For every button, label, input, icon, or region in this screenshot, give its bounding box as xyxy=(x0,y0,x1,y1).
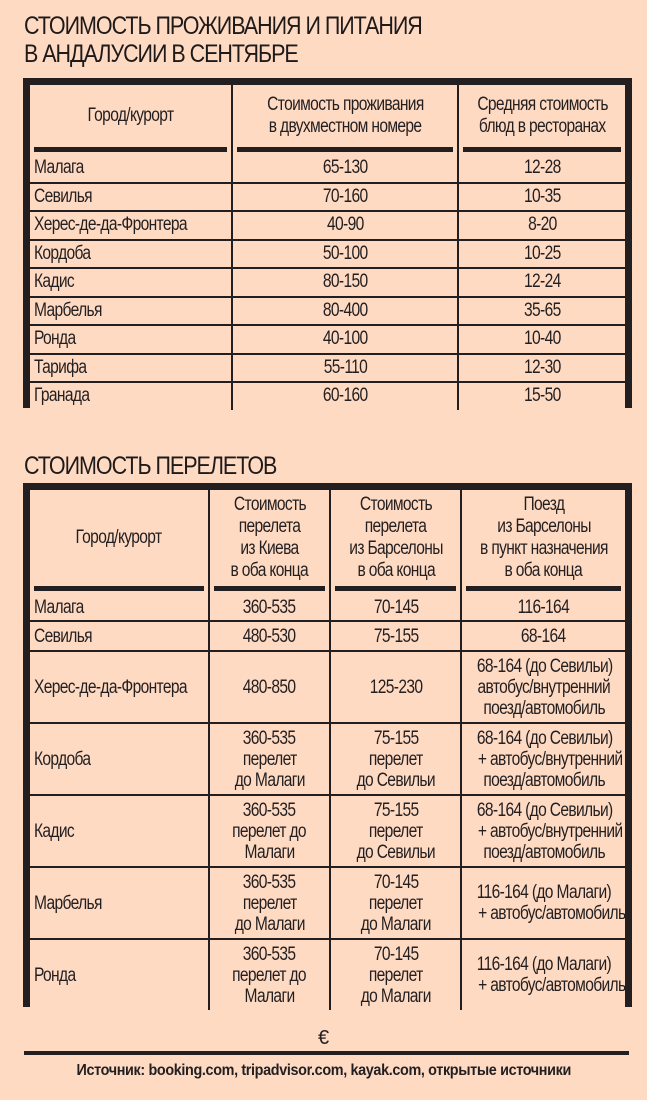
cell-line xyxy=(210,728,330,749)
header-underline xyxy=(214,586,326,591)
kiev-flight-cell xyxy=(209,939,331,1010)
cell-text: 8-20 xyxy=(527,214,557,236)
cell-text: до Малаги xyxy=(360,913,431,935)
cell-text: Поезд xyxy=(523,494,565,515)
cell-line xyxy=(210,965,330,986)
table-row xyxy=(30,594,625,621)
column-header xyxy=(330,490,461,594)
cell-text: Стоимость xyxy=(233,494,306,515)
cell-text: в двухместном номере xyxy=(268,116,422,137)
cell-text: Кадис xyxy=(34,820,75,842)
flights-table-header xyxy=(30,490,625,594)
column-header xyxy=(209,490,331,594)
cell-text: из Барселоны xyxy=(349,538,443,559)
meals-cell xyxy=(458,297,625,326)
cell-line xyxy=(331,965,460,986)
cell-text: Кадис xyxy=(34,271,75,293)
city-cell xyxy=(30,325,232,354)
cell-text: Малаги xyxy=(244,985,295,1007)
cell-text: перелет xyxy=(369,820,423,842)
cell-line xyxy=(462,597,625,618)
cell-line xyxy=(462,728,625,749)
cell-line xyxy=(210,538,330,560)
city-cell xyxy=(30,723,209,795)
accommodation-table xyxy=(30,85,625,410)
cell-line xyxy=(462,800,625,821)
cell-text: 116-164 (до Малаги) xyxy=(477,882,612,903)
kiev-flight-cell xyxy=(209,594,331,621)
cell-line xyxy=(210,872,330,893)
cell-text: поезд/автомобиль xyxy=(482,769,605,791)
accommodation-cell xyxy=(232,240,458,269)
cell-line xyxy=(462,560,625,582)
cell-text: 480-530 xyxy=(243,625,296,647)
cell-text: 10-40 xyxy=(523,328,561,350)
cell-line xyxy=(210,986,330,1007)
cell-text: перелет xyxy=(369,964,423,986)
accommodation-cell xyxy=(232,155,458,183)
cell-text: поезд/автомобиль xyxy=(482,697,605,719)
city-cell xyxy=(30,268,232,297)
table-row xyxy=(30,621,625,651)
table-row xyxy=(30,240,625,269)
cell-text: 15-50 xyxy=(523,385,561,407)
table-row xyxy=(30,723,625,795)
cell-line xyxy=(331,986,460,1007)
cell-line xyxy=(210,914,330,935)
cell-text: 75-155 xyxy=(373,625,419,647)
table-row xyxy=(30,939,625,1010)
accommodation-cell xyxy=(232,382,458,410)
kiev-flight-cell xyxy=(209,621,331,651)
column-header xyxy=(30,490,209,594)
cell-line xyxy=(462,882,625,903)
accommodation-cell xyxy=(232,183,458,212)
cell-line xyxy=(210,494,330,516)
column-header xyxy=(461,490,625,594)
cell-text: 35-65 xyxy=(523,299,561,321)
train-cell xyxy=(461,723,625,795)
cell-line xyxy=(331,626,460,647)
cell-text: Севилья xyxy=(34,185,92,207)
cell-line xyxy=(331,677,460,698)
table-row xyxy=(30,867,625,939)
barcelona-flight-cell xyxy=(330,723,461,795)
train-cell xyxy=(461,867,625,939)
cell-line xyxy=(331,914,460,935)
cell-text: поезд/автомобиль xyxy=(482,841,605,863)
city-cell xyxy=(30,594,209,621)
cell-text: Город/курорт xyxy=(87,105,174,126)
header-text-wrap xyxy=(30,85,231,147)
cell-line xyxy=(331,560,460,582)
cell-line xyxy=(210,821,330,842)
meals-cell xyxy=(458,240,625,269)
cell-text: Гранада xyxy=(34,385,90,407)
cell-line xyxy=(210,749,330,770)
cell-text: 10-25 xyxy=(523,242,561,264)
column-header xyxy=(458,85,625,155)
cell-text: Херес-де-да-Фронтера xyxy=(34,676,187,698)
barcelona-flight-cell xyxy=(330,939,461,1010)
cell-text: Кордоба xyxy=(34,748,91,770)
cell-line xyxy=(462,954,625,975)
cell-line xyxy=(210,770,330,791)
kiev-flight-cell xyxy=(209,867,331,939)
cell-line xyxy=(462,842,625,863)
kiev-flight-cell xyxy=(209,651,331,723)
cell-text: блюд в ресторанах xyxy=(478,116,606,137)
header-underline xyxy=(34,147,227,152)
cell-text: 50-100 xyxy=(323,242,368,264)
cell-text: 68-164 (до Севильи) xyxy=(477,655,613,677)
table-row xyxy=(30,183,625,212)
cell-text: в пункт назначения xyxy=(479,538,608,559)
train-cell xyxy=(461,795,625,867)
header-text-wrap xyxy=(233,85,457,147)
cell-text: в оба конца xyxy=(504,560,583,581)
accommodation-cell xyxy=(232,297,458,326)
cell-text: 65-130 xyxy=(323,157,368,179)
meals-cell xyxy=(458,268,625,297)
barcelona-flight-cell xyxy=(330,867,461,939)
cell-text: 70-145 xyxy=(373,596,419,618)
city-cell xyxy=(30,382,232,410)
cell-line xyxy=(30,527,208,549)
cell-text: автобус/внутренний xyxy=(477,676,610,698)
section1-title-line2: В АНДАЛУСИИ В СЕНТЯБРЕ xyxy=(24,40,298,68)
table-row xyxy=(30,382,625,410)
city-cell xyxy=(30,211,232,240)
accommodation-table-frame xyxy=(23,78,632,408)
header-text-wrap xyxy=(210,490,330,586)
cell-text: 70-160 xyxy=(323,185,368,207)
accommodation-table-header xyxy=(30,85,625,155)
cell-line xyxy=(210,560,330,582)
cell-text: до Малаги xyxy=(234,769,305,791)
table-row xyxy=(30,211,625,240)
cell-text: 80-150 xyxy=(323,271,368,293)
cell-text: 360-535 xyxy=(243,799,296,821)
cell-text: 360-535 xyxy=(243,943,296,965)
cell-text: Малаги xyxy=(244,841,295,863)
cell-line xyxy=(462,626,625,647)
accommodation-cell xyxy=(232,354,458,383)
cell-text: в оба конца xyxy=(357,560,435,581)
cell-text: 12-28 xyxy=(523,157,561,179)
cell-text: 360-535 xyxy=(243,871,296,893)
meals-cell xyxy=(458,155,625,183)
meals-cell xyxy=(458,183,625,212)
cell-text: до Севильи xyxy=(356,769,436,791)
cell-line xyxy=(210,626,330,647)
barcelona-flight-cell xyxy=(330,594,461,621)
cell-text: Город/курорт xyxy=(75,527,162,548)
cell-text: Ронда xyxy=(34,964,76,986)
cell-text: + автобус/внутренний xyxy=(478,748,623,770)
cell-text: перелет до xyxy=(232,820,307,842)
train-cell xyxy=(461,651,625,723)
column-header xyxy=(232,85,458,155)
kiev-flight-cell xyxy=(209,723,331,795)
cell-line xyxy=(462,516,625,538)
train-cell xyxy=(461,594,625,621)
cell-text: Малага xyxy=(34,157,84,179)
cell-text: до Малаги xyxy=(360,985,431,1007)
flights-table-frame xyxy=(23,483,632,1007)
city-cell xyxy=(30,939,209,1010)
header-underline xyxy=(466,586,621,591)
city-cell xyxy=(30,183,232,212)
cell-line xyxy=(462,903,625,924)
cell-text: Кордоба xyxy=(34,242,91,264)
cell-text: до Севильи xyxy=(356,841,436,863)
cell-text: 12-30 xyxy=(523,356,561,378)
cell-line xyxy=(462,494,625,516)
cell-text: 360-535 xyxy=(243,727,296,749)
cell-line xyxy=(331,944,460,965)
train-cell xyxy=(461,621,625,651)
cell-text: 12-24 xyxy=(523,271,561,293)
city-cell xyxy=(30,297,232,326)
cell-text: 480-850 xyxy=(243,676,296,698)
header-underline xyxy=(463,147,621,152)
city-cell xyxy=(30,867,209,939)
cell-text: перелета xyxy=(365,516,427,537)
section2-title: СТОИМОСТЬ ПЕРЕЛЕТОВ xyxy=(24,452,277,480)
table-row xyxy=(30,268,625,297)
cell-text: перелет xyxy=(369,748,423,770)
cell-line xyxy=(331,516,460,538)
table-row xyxy=(30,795,625,867)
cell-text: перелет до xyxy=(232,964,307,986)
table-row xyxy=(30,155,625,183)
accommodation-cell xyxy=(232,325,458,354)
cell-text: 40-90 xyxy=(327,214,364,236)
cell-line xyxy=(331,728,460,749)
cell-line xyxy=(210,800,330,821)
kiev-flight-cell xyxy=(209,795,331,867)
header-text-wrap xyxy=(30,490,208,586)
cell-text: Стоимость xyxy=(359,494,432,515)
header-text-wrap xyxy=(462,490,625,586)
flights-table xyxy=(30,490,625,1010)
cell-line xyxy=(462,677,625,698)
header-text-wrap xyxy=(331,490,460,586)
cell-text: перелет xyxy=(242,748,297,770)
city-cell xyxy=(30,240,232,269)
header-underline xyxy=(237,147,453,152)
table-row xyxy=(30,354,625,383)
cell-line xyxy=(30,105,231,127)
source-note xyxy=(0,1062,647,1080)
cell-text: Тарифа xyxy=(34,356,87,378)
footer-divider xyxy=(24,1051,629,1055)
cell-text: Стоимость проживания xyxy=(267,94,424,115)
city-cell xyxy=(30,354,232,383)
column-header xyxy=(30,85,232,155)
header-text-wrap xyxy=(459,85,625,147)
cell-text: 68-164 (до Севильи) xyxy=(477,799,613,821)
cell-text: перелет xyxy=(369,892,423,914)
cell-text: Средняя стоимость xyxy=(476,94,608,115)
cell-line xyxy=(331,749,460,770)
cell-text: перелет xyxy=(242,892,297,914)
meals-cell xyxy=(458,211,625,240)
cell-text: + автобус/автомобиль xyxy=(478,975,626,996)
cell-line xyxy=(459,116,625,138)
header-underline xyxy=(335,586,456,591)
cell-line xyxy=(331,842,460,863)
section1-title xyxy=(24,12,422,68)
cell-text: + автобус/автомобиль xyxy=(478,903,626,924)
cell-text: в оба конца xyxy=(230,560,309,581)
barcelona-flight-cell xyxy=(330,621,461,651)
cell-line xyxy=(210,516,330,538)
cell-text: 70-145 xyxy=(373,943,419,965)
cell-line xyxy=(210,893,330,914)
section1-title-line1: СТОИМОСТЬ ПРОЖИВАНИЯ И ПИТАНИЯ xyxy=(24,12,422,40)
cell-text: + автобус/внутренний xyxy=(478,820,623,842)
cell-text: 75-155 xyxy=(373,727,419,749)
cell-line xyxy=(462,770,625,791)
table-row xyxy=(30,325,625,354)
barcelona-flight-cell xyxy=(330,651,461,723)
cell-line xyxy=(462,749,625,770)
cell-text: Ронда xyxy=(34,328,76,350)
cell-line xyxy=(462,656,625,677)
cell-line xyxy=(233,94,457,116)
cell-line xyxy=(210,677,330,698)
cell-text: 360-535 xyxy=(243,596,296,618)
cell-line xyxy=(331,872,460,893)
cell-line xyxy=(210,944,330,965)
city-cell xyxy=(30,795,209,867)
cell-line xyxy=(331,821,460,842)
cell-text: Малага xyxy=(34,596,84,618)
cell-text: перелета xyxy=(238,516,301,537)
cell-line xyxy=(331,494,460,516)
cell-text: 116-164 (до Малаги) xyxy=(477,954,612,975)
barcelona-flight-cell xyxy=(330,795,461,867)
cell-line xyxy=(210,597,330,618)
accommodation-cell xyxy=(232,268,458,297)
cell-text: 40-100 xyxy=(323,328,368,350)
meals-cell xyxy=(458,382,625,410)
city-cell xyxy=(30,651,209,723)
cell-line xyxy=(462,975,625,996)
cell-text: 10-35 xyxy=(523,185,561,207)
city-cell xyxy=(30,621,209,651)
cell-line xyxy=(462,821,625,842)
meals-cell xyxy=(458,354,625,383)
cell-text: Марбелья xyxy=(34,892,102,914)
cell-line xyxy=(462,538,625,560)
cell-line xyxy=(459,94,625,116)
cell-text: 68-164 (до Севильи) xyxy=(477,727,613,749)
cell-line xyxy=(210,842,330,863)
cell-line xyxy=(462,698,625,719)
cell-text: 70-145 xyxy=(373,871,419,893)
cell-text: 68-164 xyxy=(521,625,566,647)
cell-text: Марбелья xyxy=(34,299,102,321)
cell-text: Севилья xyxy=(34,625,92,647)
header-underline xyxy=(34,586,204,591)
cell-text: 60-160 xyxy=(323,385,368,407)
cell-text: до Малаги xyxy=(234,913,305,935)
cell-line xyxy=(331,770,460,791)
meals-cell xyxy=(458,325,625,354)
cell-line xyxy=(331,893,460,914)
source-text: Источник: booking.com, tripadvisor.com, kayak.com, открытые источники xyxy=(76,1062,571,1079)
cell-text: из Барселоны xyxy=(496,516,591,537)
cell-line xyxy=(233,116,457,138)
cell-text: Херес-де-да-Фронтера xyxy=(34,214,187,236)
cell-text: 55-110 xyxy=(323,356,368,378)
accommodation-cell xyxy=(232,211,458,240)
table-row xyxy=(30,651,625,723)
currency-note: € xyxy=(317,1027,330,1049)
cell-line xyxy=(331,538,460,560)
cell-line xyxy=(331,597,460,618)
table-row xyxy=(30,297,625,326)
city-cell xyxy=(30,155,232,183)
cell-text: 125-230 xyxy=(369,676,423,698)
train-cell xyxy=(461,939,625,1010)
cell-text: 116-164 xyxy=(517,596,570,618)
cell-text: 75-155 xyxy=(373,799,419,821)
cell-text: 80-400 xyxy=(323,299,368,321)
cell-text: из Киева xyxy=(240,538,299,559)
cell-line xyxy=(331,800,460,821)
